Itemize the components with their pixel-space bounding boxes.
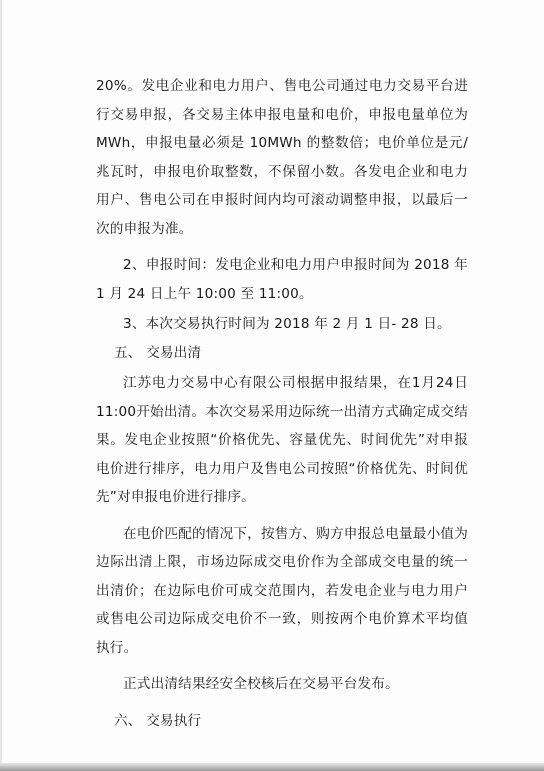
section-heading-clearing: 五、 交易出清 (114, 344, 202, 361)
section-heading-execution: 六、 交易执行 (114, 712, 202, 729)
paragraph-publication: 正式出清结果经安全校核后在交易平台发布。 (123, 676, 399, 692)
scan-edge-left (0, 0, 2, 771)
paragraph-clearing-method: 江苏电力交易中心有限公司根据申报结果，在1月24日11:00开始出清。本次交易采用边际统一出清方式确定成交结果。发电企业按照“价格优先、容量优先、时间优先”对申报电价进行排序，电力用户及售电公司按照“价格优先、时间优先”对申报电价进行排序。 (96, 375, 468, 505)
paragraph-price-matching: 在电价匹配的情况下，按售方、购方申报总电量最小值为边际出清上限，市场边际成交电价作为全部成交电量的统一出清价；在边际电价可成交范围内，若发电企业与电力用户或售电公司边际成交电价不一致，则按两个电价算术平均值执行。 (96, 525, 468, 656)
paragraph-execution-time: 3、本次交易执行时间为 2018 年 2 月 1 日- 28 日。 (123, 316, 451, 332)
document-body (96, 72, 468, 735)
scan-edge-bottom (0, 763, 544, 771)
paragraph-submission-time: 2、申报时间：发电企业和电力用户申报时间为 2018 年 1 月 24 日上午 10:00 至 11:00。 (96, 257, 468, 302)
paragraph-submission-rules: 20%。发电企业和电力用户、售电公司通过电力交易平台进行交易申报，各交易主体申报电量和电价，申报电量单位为MWh，申报电量必须是 10MWh 的整数倍；电价单位是元/兆瓦时，申报电价取整数，不保留小数。各发电企业和电力用户、售电公司在申报时间内均可滚动调整申报，以最后一次的申报为准。 (96, 78, 468, 237)
